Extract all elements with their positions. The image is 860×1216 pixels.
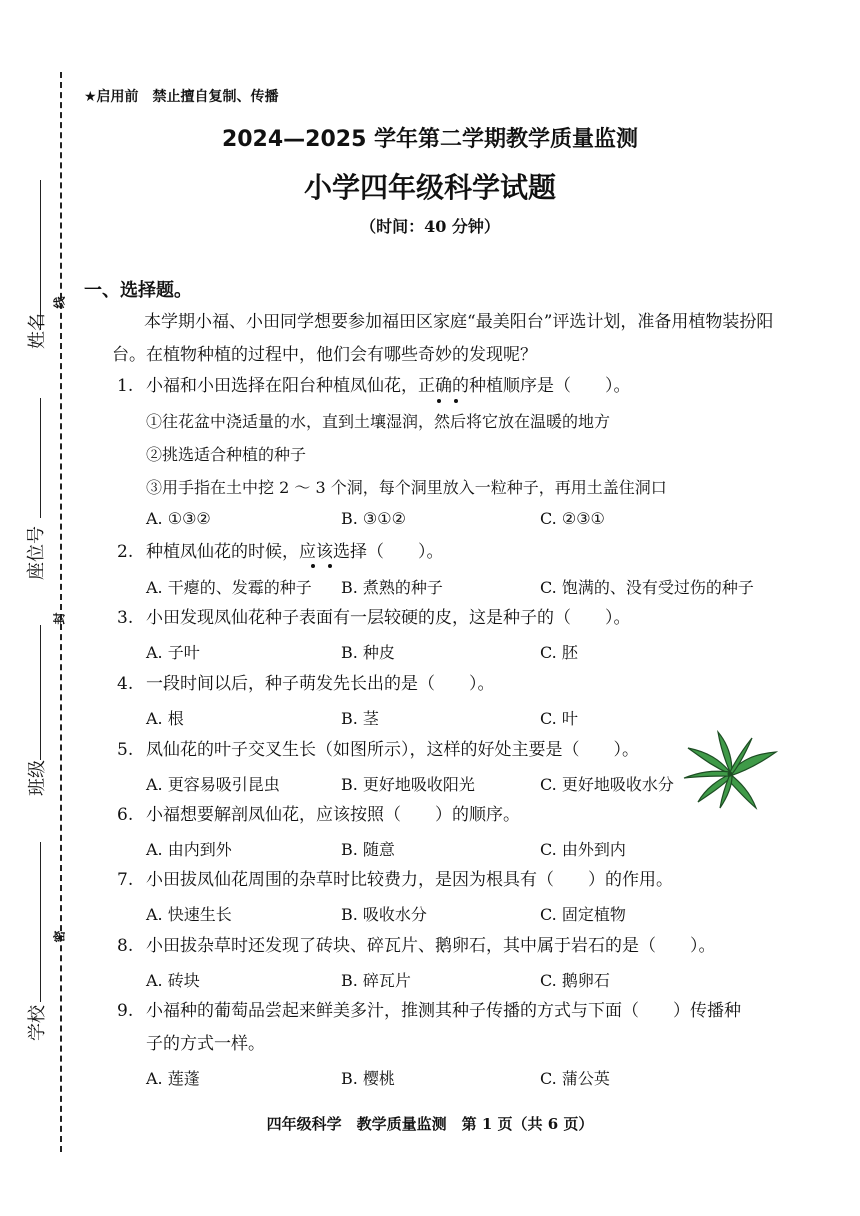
school-label: 学校: [27, 1005, 48, 1041]
question-number: 9.: [117, 1001, 134, 1021]
sep-line-char: 线: [52, 296, 67, 309]
step-item: ②挑选适合种植的种子: [146, 445, 307, 464]
copy-notice: ★启用前 禁止擅自复制、传播: [84, 89, 279, 105]
question-text: 小田拔凤仙花周围的杂草时比较费力，是因为根具有（ ）的作用。: [146, 870, 673, 890]
option-c: C. 由外到内: [540, 840, 626, 859]
class-underline: [40, 625, 41, 760]
question-number: 5.: [117, 740, 134, 760]
seat-label: 座位号: [26, 526, 47, 580]
step-item: ③用手指在土中挖 2 ～ 3 个洞，每个洞里放入一粒种子，再用土盖住洞口: [146, 478, 667, 497]
exam-subtitle: 小学四年级科学试题: [303, 171, 556, 204]
name-label: 姓名: [27, 313, 48, 349]
option-c: C. 叶: [540, 709, 578, 728]
option-a: A. 砖块: [146, 971, 200, 990]
emphasis-dot: [311, 564, 315, 568]
emphasis-dot: [454, 399, 458, 403]
sep-seal-char: 封: [52, 612, 67, 625]
seat-underline: [40, 398, 41, 518]
option-b: B. 樱桃: [341, 1069, 395, 1088]
option-a: A. 莲蓬: [146, 1069, 200, 1088]
question-number: 7.: [117, 870, 134, 890]
question-text: 小福种的葡萄品尝起来鲜美多汁，推测其种子传播的方式与下面（ ）传播种: [146, 1001, 741, 1021]
question-text: 小田拔杂草时还发现了砖块、碎瓦片、鹅卵石，其中属于岩石的是（ ）。: [146, 936, 716, 956]
step-item: ①往花盆中浇适量的水，直到土壤湿润，然后将它放在温暖的地方: [146, 412, 611, 431]
plant-leaves-illustration: [680, 730, 780, 810]
option-a: A. ①③②: [146, 509, 211, 528]
emphasis-dot: [437, 399, 441, 403]
option-c: C. 固定植物: [540, 905, 626, 924]
option-b: B. ③①②: [341, 509, 406, 528]
option-c: C. 鹅卵石: [540, 971, 610, 990]
section-title: 一、选择题。: [84, 280, 192, 301]
class-label: 班级: [27, 760, 48, 796]
question-number: 2.: [117, 542, 134, 562]
sep-secret-char: 密: [52, 930, 67, 943]
option-c: C. ②③①: [540, 509, 605, 528]
question-text: 凤仙花的叶子交叉生长（如图所示），这样的好处主要是（ ）。: [146, 740, 639, 760]
option-c: C. 饱满的、没有受过伤的种子: [540, 578, 754, 597]
option-a: A. 更容易吸引昆虫: [146, 775, 280, 794]
option-c: C. 更好地吸收水分: [540, 775, 674, 794]
question-number: 8.: [117, 936, 134, 956]
emphasis-dot: [328, 564, 332, 568]
option-a: A. 根: [146, 709, 184, 728]
question-text: 小福想要解剖凤仙花，应该按照（ ）的顺序。: [146, 805, 520, 825]
question-number: 1.: [117, 376, 134, 396]
option-a: A. 由内到外: [146, 840, 232, 859]
question-number: 4.: [117, 674, 134, 694]
exam-title: 2024—2025 学年第二学期教学质量监测: [221, 127, 639, 152]
option-b: B. 更好地吸收阳光: [341, 775, 475, 794]
option-b: B. 种皮: [341, 643, 395, 662]
question-number: 6.: [117, 805, 134, 825]
option-b: B. 碎瓦片: [341, 971, 411, 990]
option-b: B. 吸收水分: [341, 905, 427, 924]
school-underline: [40, 842, 41, 1002]
question-number: 3.: [117, 608, 134, 628]
question-text: 小福和小田选择在阳台种植凤仙花，正确的种植顺序是（ ）。: [146, 376, 631, 396]
option-c: C. 蒲公英: [540, 1069, 610, 1088]
question-text-cont: 子的方式一样。: [146, 1034, 265, 1054]
question-text: 小田发现凤仙花种子表面有一层较硬的皮，这是种子的（ ）。: [146, 608, 631, 628]
section-intro: 本学期小福、小田同学想要参加福田区家庭“最美阳台”评选计划，准备用植物装扮阳台。在植物种植的过程中，他们会有哪些奇妙的发现呢？: [112, 312, 774, 365]
page-footer: 四年级科学 教学质量监测 第 1 页（共 6 页）: [266, 1115, 594, 1133]
option-c: C. 胚: [540, 643, 578, 662]
option-b: B. 随意: [341, 840, 395, 859]
option-b: B. 煮熟的种子: [341, 578, 443, 597]
exam-time: （时间：40 分钟）: [360, 217, 500, 236]
question-text: 种植凤仙花的时候，应该选择（ ）。: [146, 542, 444, 562]
option-b: B. 茎: [341, 709, 379, 728]
question-text: 一段时间以后，种子萌发先长出的是（ ）。: [146, 674, 495, 694]
option-a: A. 干瘪的、发霉的种子: [146, 578, 312, 597]
option-a: A. 快速生长: [146, 905, 232, 924]
option-a: A. 子叶: [146, 643, 200, 662]
